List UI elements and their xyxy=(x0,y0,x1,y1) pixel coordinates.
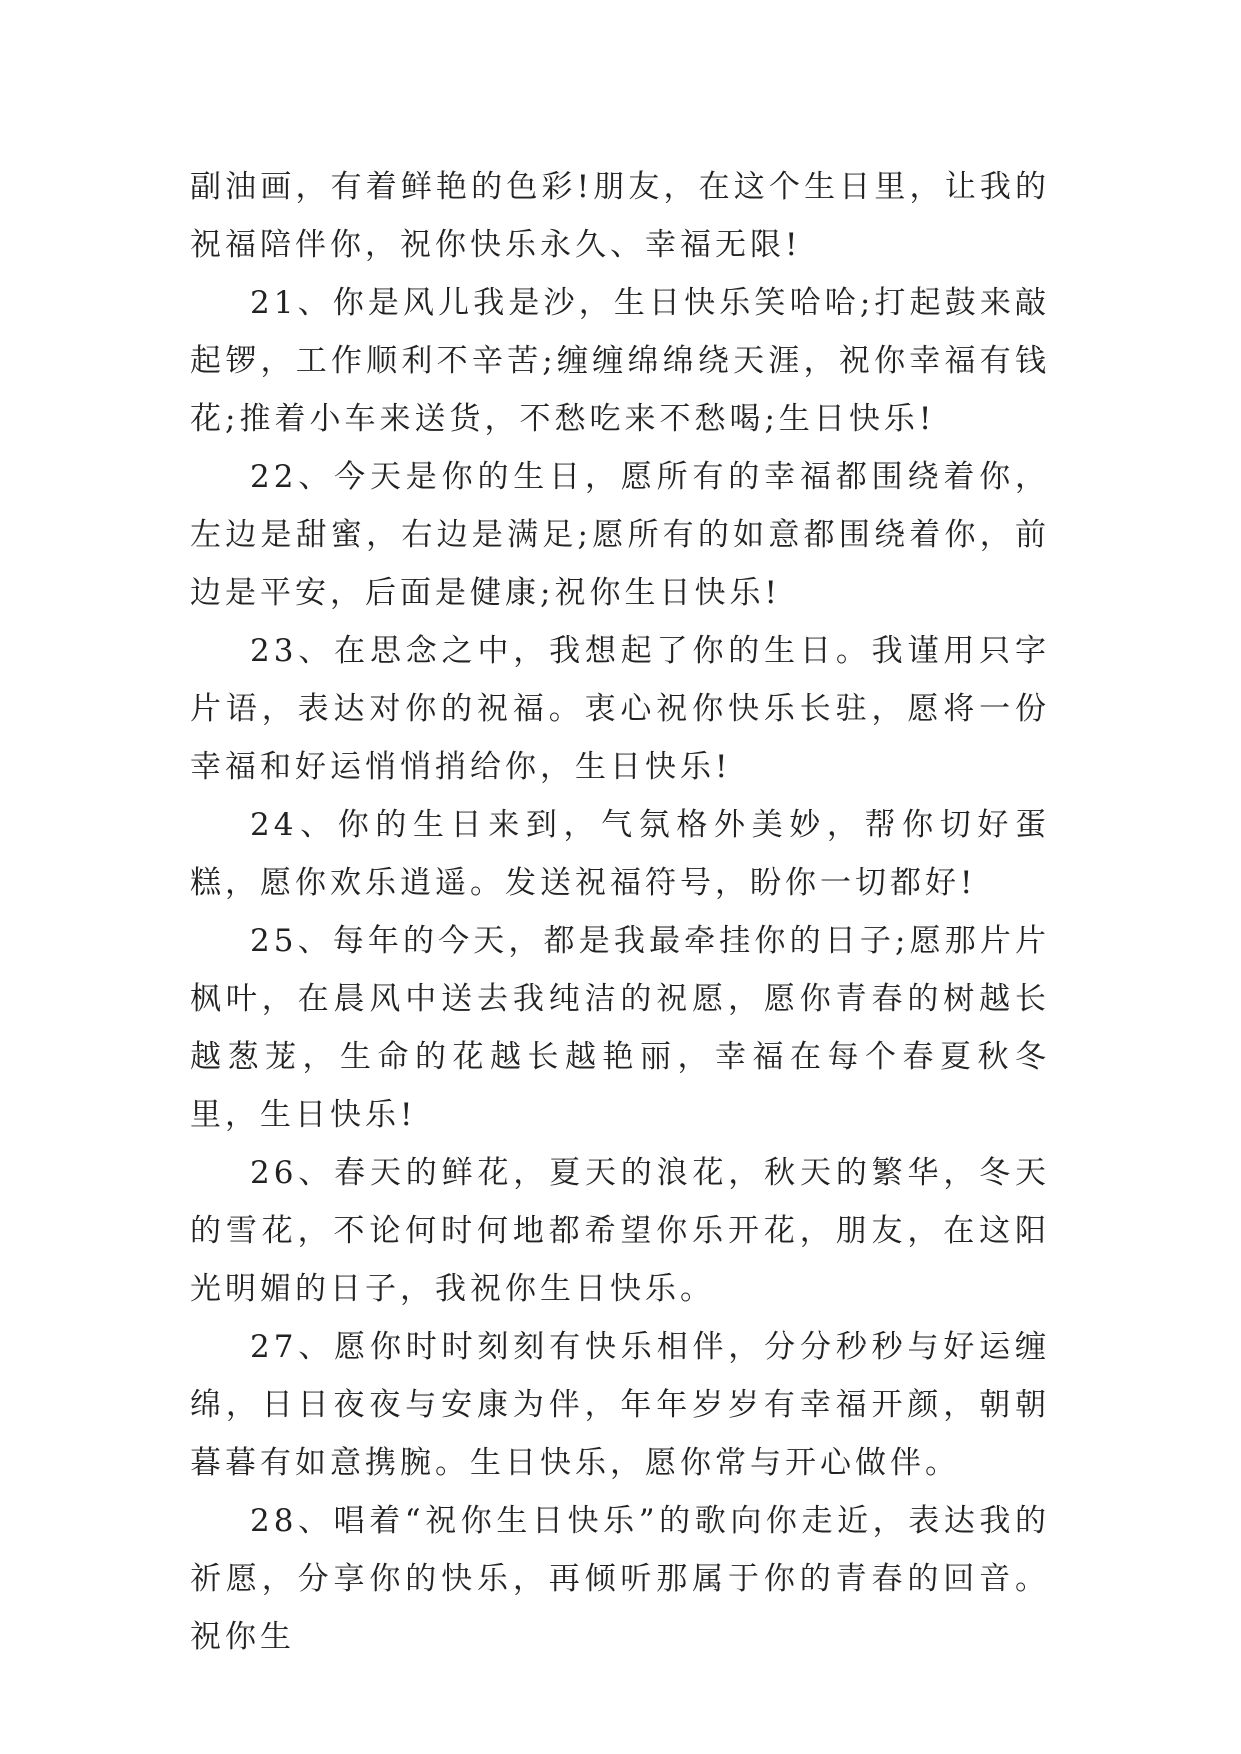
paragraph-continuation: 副油画，有着鲜艳的色彩!朋友，在这个生日里，让我的祝福陪伴你，祝你快乐永久、幸福无限! xyxy=(190,169,1050,263)
paragraph-wish-25: 25、每年的今天，都是我最牵挂你的日子;愿那片片枫叶，在晨风中送去我纯洁的祝愿，愿你青春的树越长越葱茏，生命的花越长越艳丽，幸福在每个春夏秋冬里，生日快乐! xyxy=(190,923,1050,1133)
paragraph-wish-26: 26、春天的鲜花，夏天的浪花，秋天的繁华，冬天的雪花，不论何时何地都希望你乐开花，朋友，在这阳光明媚的日子，我祝你生日快乐。 xyxy=(190,1155,1050,1307)
document-body xyxy=(190,158,1050,1666)
paragraph-wish-22: 22、今天是你的生日，愿所有的幸福都围绕着你，左边是甜蜜，右边是满足;愿所有的如意都围绕着你，前边是平安，后面是健康;祝你生日快乐! xyxy=(190,459,1050,611)
paragraph-wish-23: 23、在思念之中，我想起了你的生日。我谨用只字片语，表达对你的祝福。衷心祝你快乐长驻，愿将一份幸福和好运悄悄捎给你，生日快乐! xyxy=(190,633,1050,785)
paragraph-wish-28: 28、唱着“祝你生日快乐”的歌向你走近，表达我的祈愿，分享你的快乐，再倾听那属于你的青春的回音。祝你生 xyxy=(190,1503,1050,1655)
paragraph-wish-24: 24、你的生日来到，气氛格外美妙，帮你切好蛋糕，愿你欢乐逍遥。发送祝福符号，盼你一切都好! xyxy=(190,807,1050,901)
paragraph-wish-21: 21、你是风儿我是沙，生日快乐笑哈哈;打起鼓来敲起锣，工作顺利不辛苦;缠缠绵绵绕天涯，祝你幸福有钱花;推着小车来送货，不愁吃来不愁喝;生日快乐! xyxy=(190,285,1050,437)
paragraph-wish-27: 27、愿你时时刻刻有快乐相伴，分分秒秒与好运缠绵，日日夜夜与安康为伴，年年岁岁有幸福开颜，朝朝暮暮有如意携腕。生日快乐，愿你常与开心做伴。 xyxy=(190,1329,1050,1481)
